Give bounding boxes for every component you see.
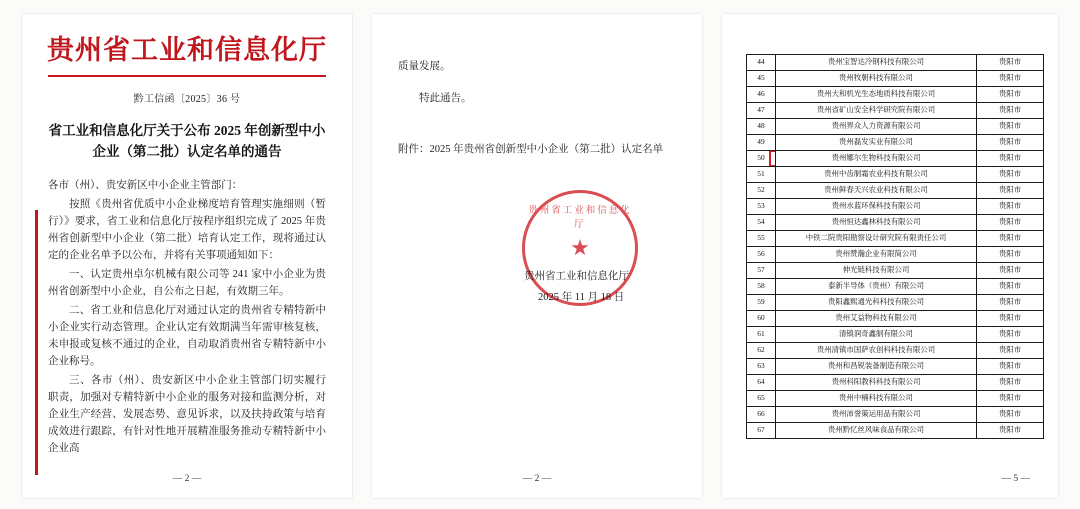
body-paragraph: 三、各市（州）、贵安新区中小企业主管部门切实履行职责，加强对专精特新中小企业的服务对接和监测分析，对企业生产经营、发展态势、意见诉求，以及扶持政策与培育成效进行跟踪，有针对性地开展精准服务推动专精特新中小企业高: [48, 374, 326, 454]
seal-top-text: 贵州省工业和信息化厅: [528, 206, 632, 231]
cell-city: 贵阳市: [977, 343, 1044, 359]
cell-index: 61: [747, 327, 776, 343]
cell-city: 贵阳市: [977, 215, 1044, 231]
body-paragraph: 质量发展。: [398, 61, 451, 72]
cell-company-name: 贵州中齿制霜农业科技有限公司: [776, 167, 977, 183]
cell-index: 59: [747, 295, 776, 311]
cell-index: 66: [747, 407, 776, 423]
table-row: [747, 55, 1044, 71]
star-icon: ★: [570, 235, 590, 261]
cell-index: 51: [747, 167, 776, 183]
cell-company-name: 贵州鲜春天兴农业科技有限公司: [776, 183, 977, 199]
table-row: [747, 103, 1044, 119]
document-page-left: [22, 14, 352, 498]
table-row: [747, 135, 1044, 151]
cell-city: 贵阳市: [977, 231, 1044, 247]
cell-index: 60: [747, 311, 776, 327]
cell-index: 62: [747, 343, 776, 359]
cell-city: 贵阳市: [977, 167, 1044, 183]
document-page-middle: [372, 14, 702, 498]
table-row: [747, 375, 1044, 391]
letterhead-divider: [48, 75, 326, 77]
cell-city: 贵阳市: [977, 423, 1044, 439]
company-listing-wrapper: [746, 54, 1038, 439]
signature-block: [372, 194, 702, 324]
cell-city: 贵阳市: [977, 55, 1044, 71]
company-listing-table: [746, 54, 1044, 439]
letterhead-title: 贵州省工业和信息化厅: [47, 35, 327, 65]
cell-company-name: 清镇润奇鑫制有限公司: [776, 327, 977, 343]
cell-city: 贵阳市: [977, 247, 1044, 263]
cell-company-name: 贵州省矿山安全科学研究院有限公司: [776, 103, 977, 119]
cell-company-name: 贵州黔忆丝风味食品有限公司: [776, 423, 977, 439]
cell-index: 49: [747, 135, 776, 151]
cell-company-name: 伸光链科技有限公司: [776, 263, 977, 279]
cell-index: 52: [747, 183, 776, 199]
cell-company-name: 泰新半导体（贵州）有限公司: [776, 279, 977, 295]
cell-city: 贵阳市: [977, 295, 1044, 311]
table-row: [747, 231, 1044, 247]
cell-city: 贵阳市: [977, 71, 1044, 87]
cell-company-name: 贵州大和机光生态地质科技有限公司: [776, 87, 977, 103]
cell-city: 贵阳市: [977, 391, 1044, 407]
document-body-continued: [398, 58, 676, 108]
letterhead: [22, 14, 352, 77]
cell-city: 贵阳市: [977, 359, 1044, 375]
document-body: [48, 177, 326, 457]
cell-city: 贵阳市: [977, 263, 1044, 279]
cell-city: 贵阳市: [977, 327, 1044, 343]
cell-company-name: 贵州界众人力资源有限公司: [776, 119, 977, 135]
cell-company-name: 贵州赞瀚企业有限简公司: [776, 247, 977, 263]
cell-city: 贵阳市: [977, 135, 1044, 151]
cell-company-name: 贵州水蓝环保科技有限公司: [776, 199, 977, 215]
cell-city: 贵阳市: [977, 311, 1044, 327]
table-row: [747, 183, 1044, 199]
cell-city: 贵阳市: [977, 375, 1044, 391]
table-row: [747, 279, 1044, 295]
cell-company-name: 贵州和昌锐装备制造有限公司: [776, 359, 977, 375]
table-row: [747, 311, 1044, 327]
cell-company-name: 贵州磊发实业有限公司: [776, 135, 977, 151]
cell-company-name: 贵州清镇市国萨农创科科技有限公司: [776, 343, 977, 359]
cell-city: 贵阳市: [977, 151, 1044, 167]
cell-company-name: 贵州恒达鑫林科技有限公司: [776, 215, 977, 231]
table-row: [747, 343, 1044, 359]
cell-index: 67: [747, 423, 776, 439]
table-row: [747, 359, 1044, 375]
cell-company-name: 贵州艾益物科技有限公司: [776, 311, 977, 327]
cell-company-name: 贵州牧朝科技有限公司: [776, 71, 977, 87]
table-row: [747, 199, 1044, 215]
cell-company-name: 贵州沛誉策运用品有限公司: [776, 407, 977, 423]
cell-index: 64: [747, 375, 776, 391]
cell-index: 48: [747, 119, 776, 135]
body-paragraph: 一、认定贵州卓尔机械有限公司等 241 家中小企业为贵州省创新型中小企业，自公布之日起，有效期三年。: [48, 268, 326, 297]
page-title: 省工业和信息化厅关于公布 2025 年创新型中小企业（第二批）认定名单的通告: [48, 122, 326, 159]
cell-company-name: 中铁二院贵阳勘察设计研究院有限责任公司: [776, 231, 977, 247]
table-row: [747, 119, 1044, 135]
cell-city: 贵阳市: [977, 183, 1044, 199]
table-row: [747, 391, 1044, 407]
page-number-right: — 5 —: [1001, 474, 1030, 484]
red-side-bar: [35, 210, 38, 475]
signing-organization: 贵州省工业和信息化厅: [524, 271, 629, 283]
table-row: [747, 87, 1044, 103]
table-row: [747, 327, 1044, 343]
cell-city: 贵阳市: [977, 87, 1044, 103]
cell-index: 58: [747, 279, 776, 295]
cell-index: 50: [747, 151, 776, 167]
body-paragraph: 各市（州）、贵安新区中小企业主管部门：: [48, 179, 243, 191]
cell-index: 65: [747, 391, 776, 407]
cell-company-name: 贵州宝智达冷钢科技有限公司: [776, 55, 977, 71]
cell-index: 47: [747, 103, 776, 119]
table-row: [747, 423, 1044, 439]
table-row: [747, 263, 1044, 279]
cell-index: 57: [747, 263, 776, 279]
table-row-highlighted: [747, 151, 1044, 167]
cell-city: 贵阳市: [977, 119, 1044, 135]
cell-company-name: 贵州娜尔生物科技有限公司: [776, 151, 977, 167]
document-page-right: [722, 14, 1058, 498]
table-row: [747, 247, 1044, 263]
table-row: [747, 167, 1044, 183]
cell-index: 63: [747, 359, 776, 375]
table-row: [747, 295, 1044, 311]
attachment-line: 附件：2025 年贵州省创新型中小企业（第二批）认定名单: [398, 143, 664, 155]
cell-company-name: 贵阳鑫熙通光科科技有限公司: [776, 295, 977, 311]
cell-city: 贵阳市: [977, 103, 1044, 119]
cell-city: 贵阳市: [977, 199, 1044, 215]
cell-index: 45: [747, 71, 776, 87]
page-number-left: — 2 —: [172, 474, 202, 484]
page-number-middle: — 2 —: [522, 474, 552, 484]
body-paragraph: 二、省工业和信息化厅对通过认定的贵州省专精特新中小企业实行动态管理。企业认定有效期满当年需审核复核，未申报或复核不通过的企业，自动取消贵州省专精特新中小企业称号。: [48, 304, 326, 367]
cell-index: 46: [747, 87, 776, 103]
cell-index: 55: [747, 231, 776, 247]
table-row: [747, 71, 1044, 87]
document-number: 黔工信函〔2025〕36 号: [133, 93, 241, 105]
cell-index: 44: [747, 55, 776, 71]
signing-date: 2025 年 11 月 18 日: [538, 292, 625, 304]
cell-city: 贵阳市: [977, 279, 1044, 295]
table-row: [747, 407, 1044, 423]
body-paragraph: 按照《贵州省优质中小企业梯度培育管理实施细则（暂行）》要求，省工业和信息化厅按程序组织完成了 2025 年贵州省创新型中小企业（第二批）培育认定工作，现将通过认定的企业名单予以公布，并将有关事项通知如下：: [48, 198, 326, 261]
cell-index: 56: [747, 247, 776, 263]
body-paragraph: 特此通告。: [419, 92, 472, 104]
cell-index: 54: [747, 215, 776, 231]
cell-company-name: 贵州科阳教科科技有限公司: [776, 375, 977, 391]
cell-company-name: 贵州中楠科技有限公司: [776, 391, 977, 407]
cell-city: 贵阳市: [977, 407, 1044, 423]
table-row: [747, 215, 1044, 231]
cell-index: 53: [747, 199, 776, 215]
